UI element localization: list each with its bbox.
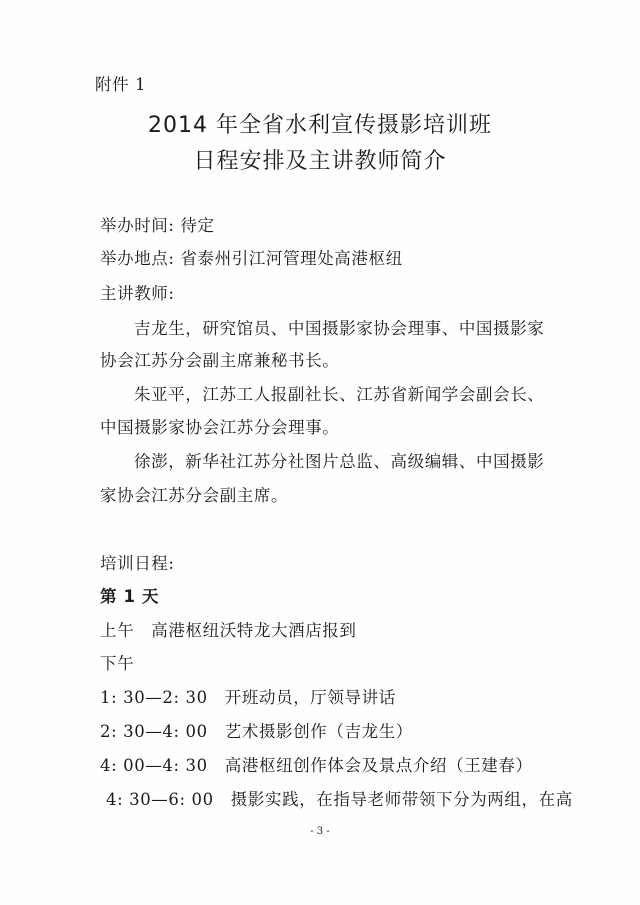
schedule-label: 培训日程: xyxy=(100,554,175,573)
teacher-bio-line: 朱亚平，江苏工人报副社长、江苏省新闻学会副会长、 xyxy=(134,385,545,404)
teacher-bio-line: 家协会江苏分会副主席。 xyxy=(100,486,289,505)
afternoon-label: 下午 xyxy=(100,654,135,673)
teacher-bio-line: 徐澎，新华社江苏分社图片总监、高级编辑、中国摄影 xyxy=(134,452,545,471)
schedule-item: 1: 30—2: 30 开班动员，厅领导讲话 xyxy=(100,688,396,707)
event-place: 举办地点: 省泰州引江河管理处高港枢纽 xyxy=(100,249,403,268)
document-title-line-2: 日程安排及主讲教师简介 xyxy=(193,149,447,174)
teacher-bio-line: 吉龙生，研究馆员、中国摄影家协会理事、中国摄影家 xyxy=(134,319,545,338)
teacher-bio-line: 协会江苏分会副主席兼秘书长。 xyxy=(100,351,340,370)
attachment-label: 附件 1 xyxy=(95,75,147,94)
schedule-item: 2: 30—4: 00 艺术摄影创作（吉龙生） xyxy=(100,722,413,741)
teacher-bio-line: 中国摄影家协会江苏分会理事。 xyxy=(100,418,340,437)
schedule-item: 4: 00—4: 30 高港枢纽创作体会及景点介绍（王建春） xyxy=(100,756,533,775)
document-title-line-1: 2014 年全省水利宣传摄影培训班 xyxy=(148,113,492,138)
morning-item: 上午 高港枢纽沃特龙大酒店报到 xyxy=(100,621,357,640)
event-time: 举办时间: 待定 xyxy=(100,216,215,235)
day-heading: 第 1 天 xyxy=(100,587,159,606)
schedule-item: 4: 30—6: 00 摄影实践，在指导老师带领下分为两组，在高 xyxy=(106,790,573,809)
page-number: - 3 - xyxy=(310,826,330,837)
teachers-label: 主讲教师: xyxy=(100,284,175,303)
